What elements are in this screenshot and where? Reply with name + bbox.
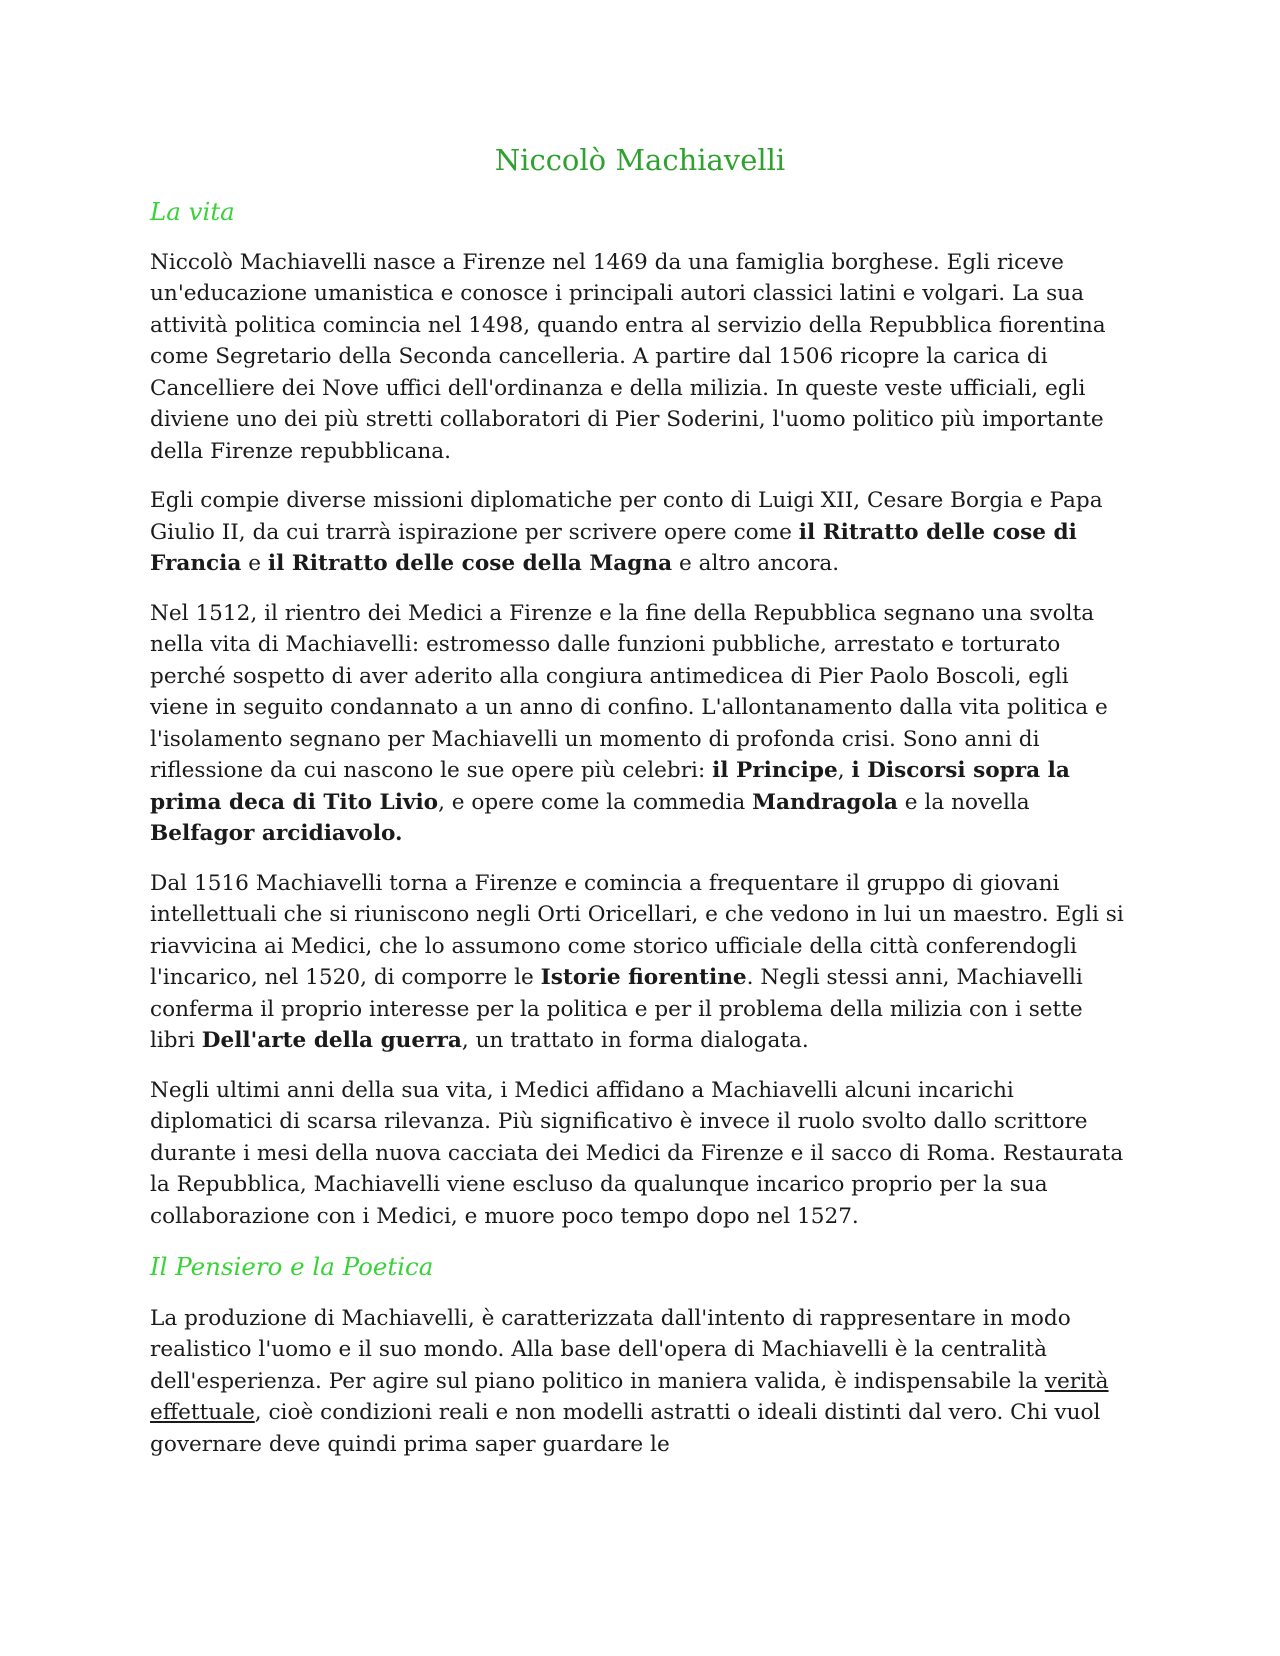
work-title: Istorie fiorentine: [540, 965, 747, 991]
work-title: il Ritratto delle cose di Francia: [150, 519, 1077, 577]
paragraph-text: Niccolò Machiavelli nasce a Firenze nel 1469 da una famiglia borghese. Egli riceve un'educazione umanistica e conosce i principali autori classici latini e volgari. La sua attività politica comincia nel 1498, quando entra al servizio della Repubblica fiorentina come Segretario della Seconda cancelleria. A partire dal 1506 ricopre la carica di Cancelliere dei Nove uffici dell'ordinanza e della milizia. In queste veste ufficiali, egli diviene uno dei più stretti collaboratori di Pier Soderini, l'uomo politico più importante della Firenze repubblicana.: [150, 249, 1106, 464]
paragraph-text: ,: [837, 758, 852, 784]
paragraph-text: Dal 1516 Machiavelli torna a Firenze e comincia a frequentare il gruppo di giovani intellettuali che si riuniscono negli Orti Oricellari, e che vedono in lui un maestro. Egli si riavvicina ai Medici, che lo assumono come storico ufficiale della città conferendogli l'incarico, nel 1520, di comporre le: [150, 870, 1124, 991]
paragraph-text: e la novella: [897, 789, 1030, 815]
document-page: [150, 140, 1130, 1478]
work-title: il Ritratto delle cose della Magna: [267, 551, 673, 577]
work-title: i Discorsi sopra la prima deca di Tito Livio: [150, 758, 1070, 815]
paragraph-text: e: [241, 551, 268, 577]
paragraph: [150, 1075, 1130, 1233]
section-heading-pensiero-poetica: Il Pensiero e la Poetica: [150, 1252, 434, 1282]
work-title: il Principe: [712, 758, 838, 784]
section-heading-la-vita: La vita: [150, 196, 235, 226]
work-title: Dell'arte della guerra: [201, 1028, 462, 1054]
work-title: Mandragola: [752, 789, 898, 815]
paragraph-text: e altro ancora.: [672, 551, 840, 577]
paragraph-text: Nel 1512, il rientro dei Medici a Firenze e la fine della Repubblica segnano una svolta nella vita di Machiavelli: estromesso dalle funzioni pubbliche, arrestato e torturato perché sospetto di aver aderito alla congiura antimedicea di Pier Paolo Boscoli, egli viene in seguito condannato a un anno di confino. L'allontanamento dalla vita politica e l'isolamento segnano per Machiavelli un momento di profonda crisi. Sono anni di riflessione da cui nascono le sue opere più celebri:: [150, 600, 1108, 784]
paragraph-text: , un trattato in forma dialogata.: [461, 1028, 809, 1054]
paragraph: [150, 247, 1130, 468]
paragraph-text: . Negli stessi anni, Machiavelli conferma il proprio interesse per la politica e per il problema della milizia con i sette libri: [150, 965, 1083, 1054]
paragraph-text: , cioè condizioni reali e non modelli astratti o ideali distinti dal vero. Chi vuol governare deve quindi prima saper guardare le: [150, 1400, 1101, 1457]
document-title: Niccolò Machiavelli: [494, 143, 786, 177]
paragraph-text: Negli ultimi anni della sua vita, i Medici affidano a Machiavelli alcuni incarichi diplomatici di scarsa rilevanza. Più significativo è invece il ruolo svolto dallo scrittore durante i mesi della nuova cacciata dei Medici da Firenze e il sacco di Roma. Restaurata la Repubblica, Machiavelli viene escluso da qualunque incarico proprio per la sua collaborazione con i Medici, e muore poco tempo dopo nel 1527.: [150, 1077, 1124, 1229]
paragraph-text: , e opere come la commedia: [438, 789, 753, 815]
paragraph-text: La produzione di Machiavelli, è caratterizzata dall'intento di rappresentare in modo realistico l'uomo e il suo mondo. Alla base dell'opera di Machiavelli è la centralità dell'esperienza. Per agire sul piano politico in maniera valida, è indispensabile la: [150, 1305, 1071, 1394]
underlined-term: verità effettuale: [150, 1368, 1109, 1426]
paragraph: [150, 485, 1130, 580]
work-title: Belfagor arcidiavolo.: [150, 821, 403, 847]
paragraph: [150, 598, 1130, 850]
paragraph-text: Egli compie diverse missioni diplomatiche per conto di Luigi XII, Cesare Borgia e Papa Giulio II, da cui trarrà ispirazione per scrivere opere come: [150, 488, 1103, 545]
paragraph: [150, 1303, 1130, 1461]
paragraph: [150, 868, 1130, 1057]
